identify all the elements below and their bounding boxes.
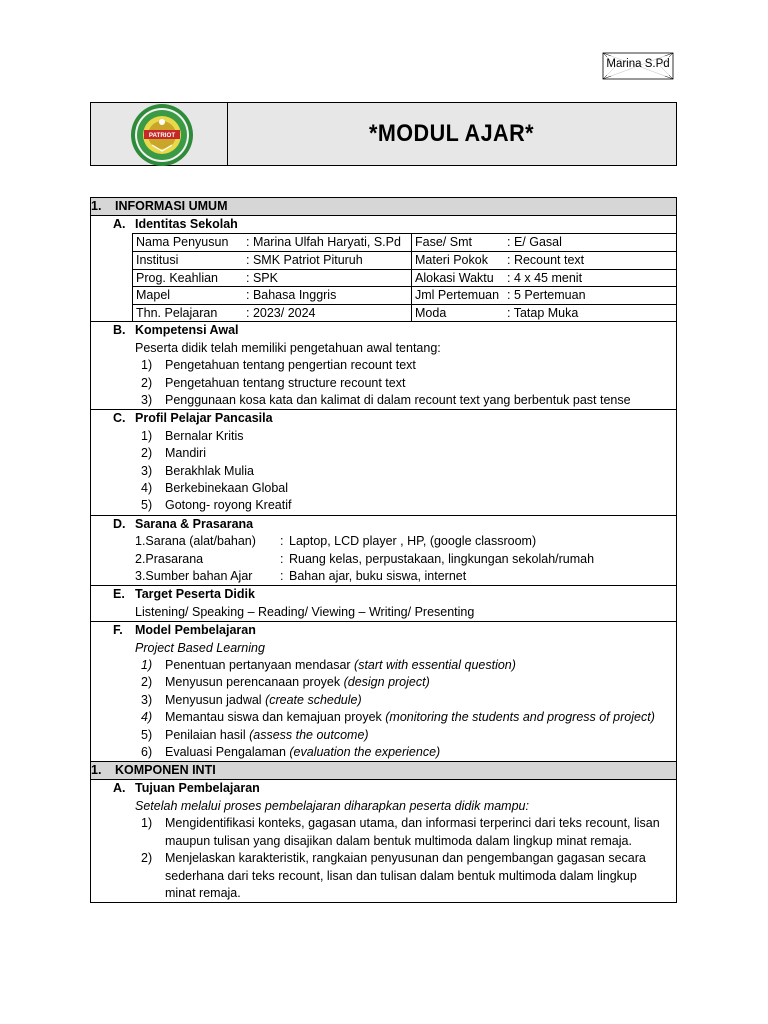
sarana-colon: : — [280, 534, 284, 549]
field-label: Alokasi Waktu — [415, 270, 494, 285]
list-number: 6) — [141, 745, 153, 760]
school-logo-icon — [130, 103, 194, 167]
profil-block — [91, 410, 676, 515]
list-number: 4) — [141, 481, 153, 496]
model-step — [135, 727, 676, 744]
identitas-cell-left — [133, 234, 412, 252]
list-number: 1) — [141, 428, 153, 443]
target-block — [91, 586, 676, 622]
document-header — [90, 102, 677, 166]
step-english: (create schedule) — [265, 692, 362, 707]
field-value: : SMK Patriot Pituruh — [246, 253, 363, 267]
step-text: Menyusun perencanaan proyek — [165, 675, 344, 690]
list-number: 2) — [141, 675, 153, 690]
kompetensi-intro: Peserta didik telah memiliki pengetahuan awal tentang: — [135, 340, 441, 355]
model-list — [135, 657, 676, 761]
list-text: Berkebinekaan Global — [165, 481, 288, 496]
model-subtitle: Project Based Learning — [135, 640, 265, 655]
profil-title: C. Profil Pelajar Pancasila — [113, 411, 273, 426]
logo-text: PATRIOT — [148, 132, 176, 139]
tujuan-intro: Setelah melalui proses pembelajaran diharapkan peserta didik mampu: — [135, 798, 529, 813]
target-title: E. Target Peserta Didik — [113, 587, 255, 602]
section-header-komponen-inti — [91, 762, 676, 780]
section-header-informasi-umum — [91, 198, 676, 216]
list-text: Mandiri — [165, 446, 206, 461]
sarana-key: 1.Sarana (alat/bahan) — [135, 534, 256, 549]
list-text: Pengetahuan tentang pengertian recount text — [165, 358, 416, 373]
target-text: Listening/ Speaking – Reading/ Viewing – Writing/ Presenting — [135, 604, 475, 619]
section-number: 1. — [91, 763, 102, 778]
field-value: : Tatap Muka — [507, 305, 579, 320]
step-text: Penilaian hasil — [165, 727, 250, 742]
list-item — [135, 497, 676, 514]
tujuan-block — [91, 780, 676, 902]
section-number: 1. — [91, 199, 102, 213]
identitas-block — [91, 216, 676, 322]
field-value: : Bahasa Inggris — [246, 288, 337, 303]
sarana-value: Ruang kelas, perpustakaan, lingkungan sekolah/rumah — [289, 551, 595, 566]
list-number: 3) — [141, 463, 153, 478]
field-label: Prog. Keahlian — [136, 270, 219, 285]
sarana-item — [135, 568, 676, 585]
identitas-row — [133, 252, 678, 270]
sarana-colon: : — [280, 551, 284, 566]
field-value: : E/ Gasal — [507, 235, 562, 250]
step-text: Memantau siswa dan kemajuan proyek — [165, 710, 386, 725]
identitas-cell-left — [133, 287, 412, 305]
step-english: (design project) — [343, 675, 430, 690]
author-name: Marina S.Pd — [606, 58, 670, 70]
sarana-list — [135, 533, 676, 585]
list-item — [135, 463, 676, 480]
profil-list — [135, 428, 676, 515]
tujuan-line — [135, 885, 676, 902]
tujuan-text: minat remaja. — [165, 885, 241, 900]
tujuan-text: Menjelaskan karakteristik, rangkaian penyusunan dan pengembangan gagasan secara — [165, 851, 646, 866]
identitas-cell-left — [133, 269, 412, 287]
list-item — [135, 428, 676, 445]
identitas-table — [132, 233, 677, 321]
sarana-key: 2.Prasarana — [135, 551, 204, 566]
section-label: INFORMASI UMUM — [115, 199, 228, 213]
field-value: : 4 x 45 menit — [507, 270, 583, 285]
tujuan-title: A. Tujuan Pembelajaran — [113, 781, 260, 796]
sarana-item — [135, 551, 676, 568]
author-stamp — [602, 52, 674, 80]
step-english: (evaluation the experience) — [289, 745, 441, 760]
identitas-cell-right — [412, 252, 678, 270]
field-label: Institusi — [136, 253, 179, 267]
tujuan-text: Mengidentifikasi konteks, gagasan utama, dan informasi terperinci dari teks recount, lisan — [165, 816, 660, 831]
field-label: Mapel — [136, 288, 171, 303]
list-item — [135, 480, 676, 497]
list-number: 2) — [141, 851, 153, 866]
field-label: Fase/ Smt — [415, 235, 472, 250]
list-number: 1) — [141, 358, 153, 373]
field-value: : SPK — [246, 270, 278, 285]
step-english: (assess the outcome) — [249, 727, 369, 742]
tujuan-line — [135, 868, 676, 885]
sarana-value: Laptop, LCD player , HP, (google classroom) — [289, 534, 537, 549]
list-number: 2) — [141, 446, 153, 461]
sarana-block — [91, 516, 676, 587]
page-title: *MODUL AJAR* — [368, 120, 535, 147]
model-step — [135, 674, 676, 691]
identitas-row — [133, 287, 678, 305]
tujuan-list — [135, 815, 676, 902]
model-step — [135, 692, 676, 709]
identitas-cell-right — [412, 304, 678, 321]
field-label: Moda — [415, 305, 447, 320]
list-number: 2) — [141, 375, 153, 390]
list-number: 3) — [141, 393, 153, 407]
identitas-cell-left — [133, 304, 412, 321]
kompetensi-block — [91, 322, 676, 410]
field-value: : 2023/ 2024 — [246, 305, 316, 320]
list-text: Berakhlak Mulia — [165, 463, 254, 478]
kompetensi-title: B. Kompetensi Awal — [113, 323, 239, 338]
sarana-key: 3.Sumber bahan Ajar — [135, 569, 253, 584]
identitas-row — [133, 304, 678, 321]
model-title: F. Model Pembelajaran — [113, 623, 256, 638]
list-number: 1) — [141, 658, 153, 673]
step-text: Menyusun jadwal — [165, 692, 266, 707]
identitas-row — [133, 234, 678, 252]
field-label: Nama Penyusun — [136, 235, 229, 250]
list-item — [135, 392, 676, 409]
tujuan-text: sederhana dari teks recount, lisan dan tulisan dalam bentuk multimoda dalam lingkup — [165, 868, 637, 883]
kompetensi-list — [135, 357, 676, 409]
model-step — [135, 709, 676, 726]
identitas-cell-left — [133, 252, 412, 270]
model-step — [135, 657, 676, 674]
list-text: Bernalar Kritis — [165, 428, 244, 443]
tujuan-line — [135, 815, 676, 832]
list-item — [135, 357, 676, 374]
sarana-value: Bahan ajar, buku siswa, internet — [289, 569, 467, 584]
list-text: Penggunaan kosa kata dan kalimat di dalam recount text yang berbentuk past tense — [165, 393, 631, 407]
list-text: Gotong- royong Kreatif — [165, 498, 292, 513]
step-english: (start with essential question) — [354, 658, 516, 673]
identitas-cell-right — [412, 234, 678, 252]
tujuan-line — [135, 833, 676, 850]
field-value: : 5 Pertemuan — [507, 288, 586, 303]
tujuan-text: maupun tulisan yang disajikan dalam bentuk multimoda dalam lingkup minat remaja. — [165, 833, 632, 848]
identitas-row — [133, 269, 678, 287]
list-number: 4) — [141, 710, 153, 725]
model-step — [135, 744, 676, 761]
list-text: Pengetahuan tentang structure recount text — [165, 375, 406, 390]
list-item — [135, 445, 676, 462]
list-number: 3) — [141, 692, 153, 707]
sarana-colon: : — [280, 569, 284, 584]
step-english: (monitoring the students and progress of project) — [385, 710, 655, 725]
field-value: : Marina Ulfah Haryati, S.Pd — [246, 235, 401, 250]
field-label: Materi Pokok — [415, 253, 488, 267]
step-text: Evaluasi Pengalaman — [165, 745, 290, 760]
logo-cell — [91, 103, 228, 165]
identitas-title: A. Identitas Sekolah — [113, 217, 238, 231]
model-block — [91, 622, 676, 762]
list-item — [135, 375, 676, 392]
step-text: Penentuan pertanyaan mendasar — [165, 658, 355, 673]
list-number: 1) — [141, 816, 153, 831]
sarana-item — [135, 533, 676, 550]
field-value: : Recount text — [507, 253, 585, 267]
lesson-plan-table — [90, 197, 677, 903]
field-label: Thn. Pelajaran — [136, 305, 218, 320]
sarana-title: D. Sarana & Prasarana — [113, 516, 254, 531]
tujuan-line — [135, 850, 676, 867]
list-number: 5) — [141, 498, 153, 513]
section-label: KOMPONEN INTI — [115, 763, 216, 778]
field-label: Jml Pertemuan — [415, 288, 500, 303]
identitas-cell-right — [412, 269, 678, 287]
list-number: 5) — [141, 727, 153, 742]
identitas-cell-right — [412, 287, 678, 305]
